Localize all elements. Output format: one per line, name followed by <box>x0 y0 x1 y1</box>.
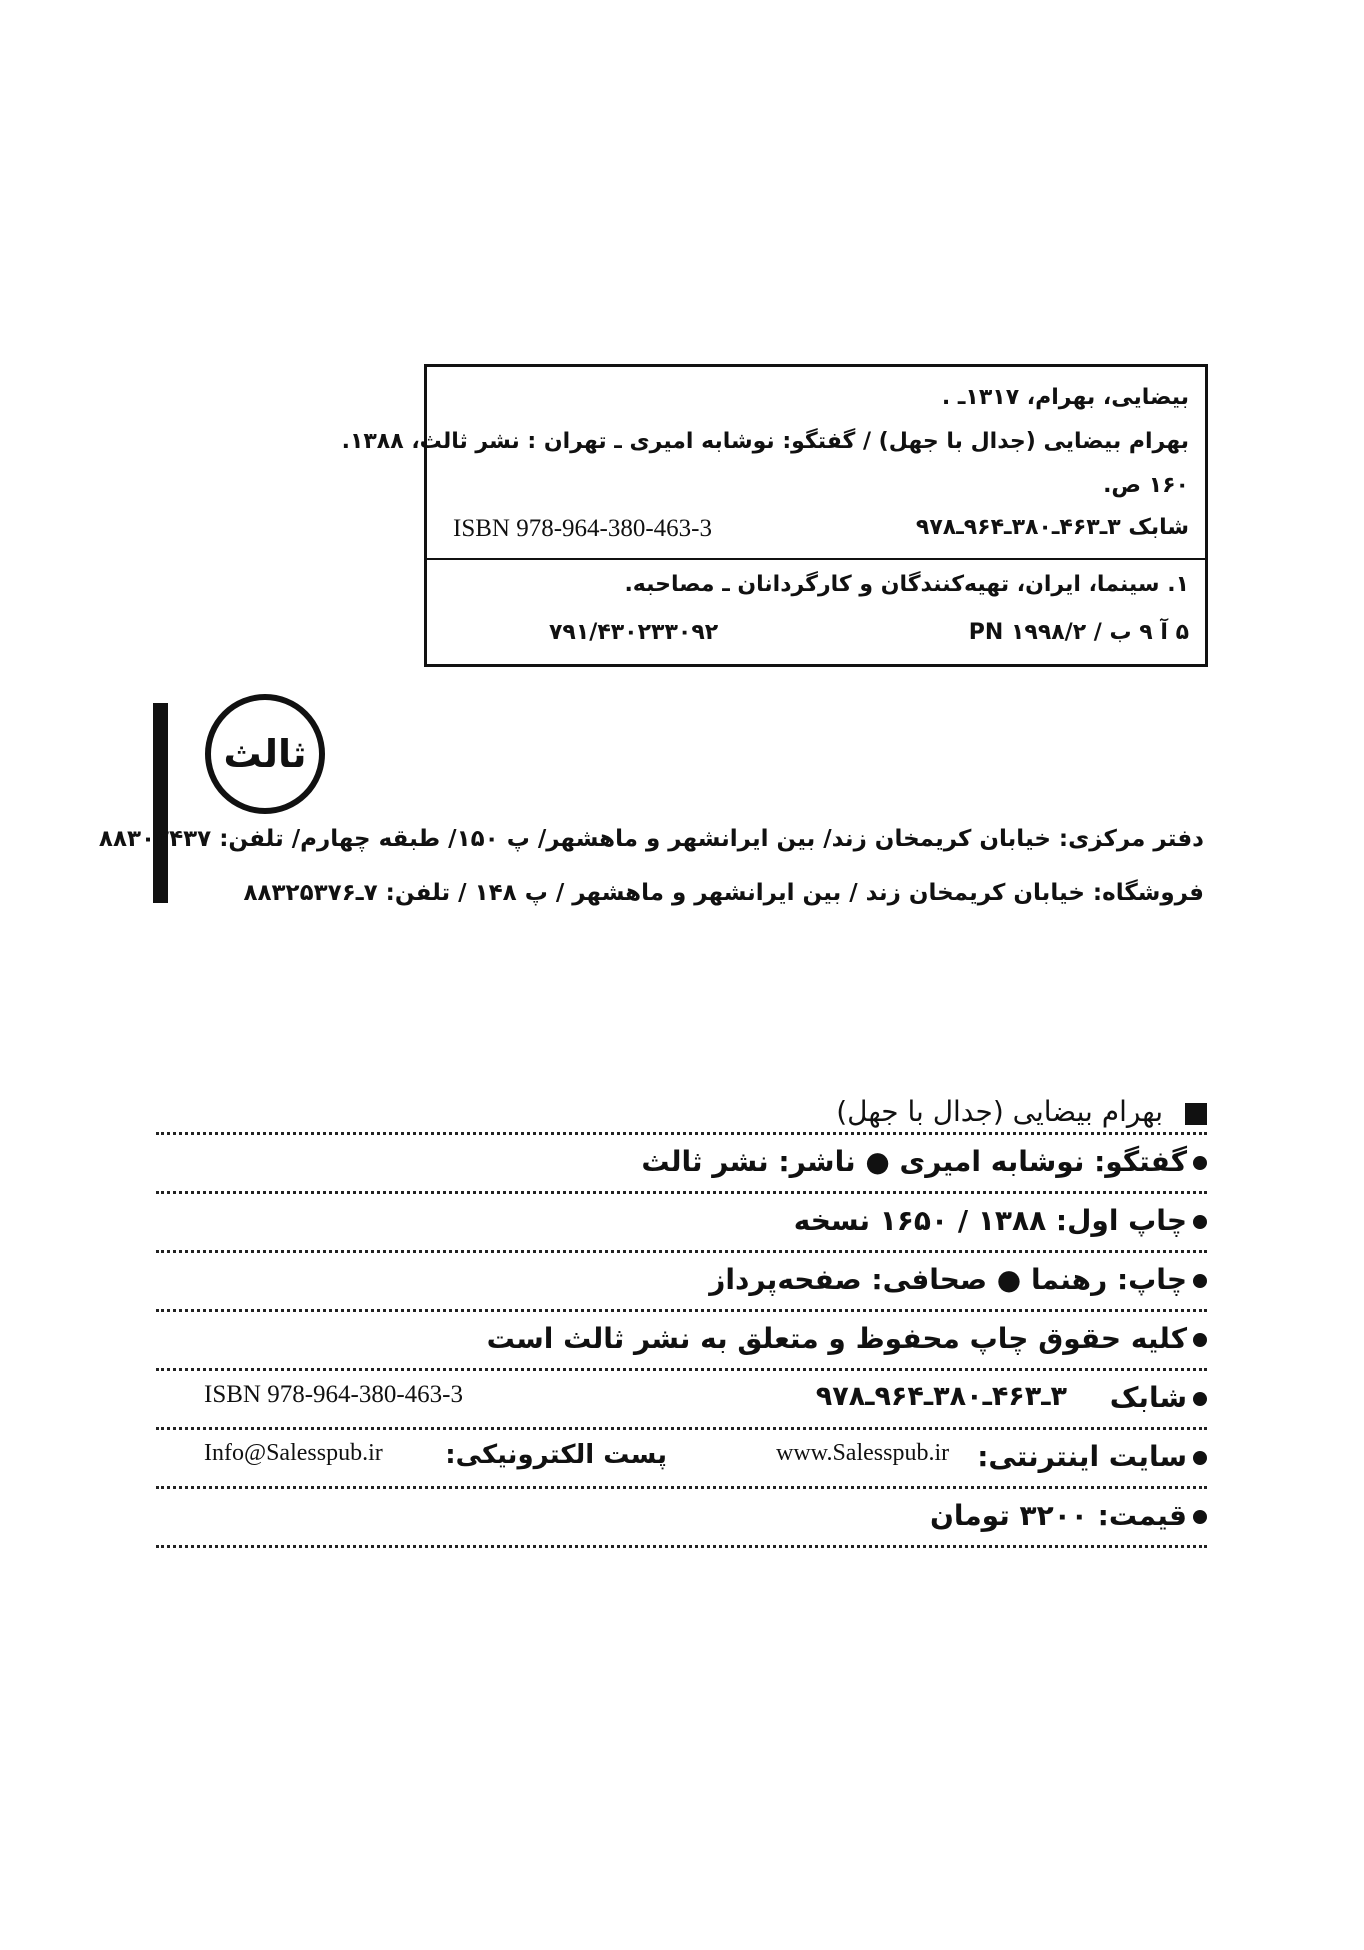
colophon-isbn-latin: ISBN 978-964-380-463-3 <box>204 1381 464 1408</box>
cip-ddc-class: ۷۹۱/۴۳۰۲۳۳۰۹۲ <box>549 620 719 645</box>
colophon-print <box>709 1263 1207 1296</box>
colophon-edition-row <box>156 1196 1207 1255</box>
bullet-icon <box>1193 1215 1207 1229</box>
cip-isbn-latin: ISBN 978-964-380-463-3 <box>453 515 713 542</box>
publisher-logo-text: ثالث <box>223 732 307 776</box>
colophon-interview <box>641 1145 1207 1178</box>
dotted-rule <box>156 1545 1207 1548</box>
colophon-isbn-label-text: شابک <box>1109 1381 1187 1414</box>
dotted-rule <box>156 1250 1207 1253</box>
cip-classification-section <box>427 560 1205 664</box>
dotted-rule <box>156 1486 1207 1489</box>
publisher-logo <box>205 694 325 814</box>
cip-main-section <box>341 367 1205 558</box>
side-bar-rule <box>153 703 168 903</box>
cip-isbn-persian: شابک ۳ـ۴۶۳ـ۳۸۰ـ۹۶۴ـ۹۷۸ <box>915 515 1189 540</box>
colophon-contact-row <box>156 1432 1207 1491</box>
colophon-rights-text: کلیه حقوق چاپ محفوظ و متعلق به نشر ثالث است <box>486 1322 1187 1355</box>
colophon-edition-text: چاپ اول: ۱۳۸۸ / ۱۶۵۰ نسخه <box>793 1204 1187 1237</box>
cip-title-line: بهرام بیضایی (جدال با جهل) / گفتگو: نوشابه امیری ـ تهران : نشر ثالث، ۱۳۸۸. <box>341 429 1189 454</box>
colophon-rights <box>487 1322 1207 1355</box>
colophon <box>156 1085 1207 1550</box>
website-link[interactable]: www.Salesspub.ir <box>776 1440 950 1466</box>
colophon-price-text: قیمت: ۳۲۰۰ تومان <box>929 1499 1187 1532</box>
colophon-interview-text: گفتگو: نوشابه امیری ● ناشر: نشر ثالث <box>641 1145 1187 1178</box>
colophon-interview-row <box>156 1137 1207 1196</box>
colophon-price-row <box>156 1491 1207 1550</box>
colophon-edition <box>794 1204 1207 1237</box>
dotted-rule <box>156 1132 1207 1135</box>
dotted-rule <box>156 1368 1207 1371</box>
colophon-site-label <box>977 1440 1207 1473</box>
dotted-rule <box>156 1427 1207 1430</box>
colophon-isbn-row <box>156 1373 1207 1432</box>
bullet-icon <box>1193 1451 1207 1465</box>
dotted-rule <box>156 1191 1207 1194</box>
bullet-icon <box>1193 1510 1207 1524</box>
bullet-icon <box>1193 1274 1207 1288</box>
bullet-icon <box>1193 1392 1207 1406</box>
email-link[interactable]: Info@Salesspub.ir <box>204 1440 383 1466</box>
colophon-title: بهرام بیضایی (جدال با جهل) <box>836 1095 1163 1128</box>
dotted-rule <box>156 1309 1207 1312</box>
colophon-email-label: پست الکترونیکی: <box>445 1440 667 1470</box>
cip-subject-line: ۱. سینما، ایران، تهیه‌کنندگان و کارگردانان ـ مصاحبه. <box>624 572 1189 597</box>
colophon-print-row <box>156 1255 1207 1314</box>
bullet-icon <box>1193 1156 1207 1170</box>
colophon-print-text: چاپ: رهنما ● صحافی: صفحه‌پرداز <box>709 1263 1187 1296</box>
office-address: دفتر مرکزی: خیابان کریمخان زند/ بین ایرانشهر و ماهشهر/ پ ۱۵۰/ طبقه چهارم/ تلفن: ۸۸۳۰۲۴۳۷ <box>98 826 1204 852</box>
colophon-isbn-persian: ۳ـ۴۶۳ـ۳۸۰ـ۹۶۴ـ۹۷۸ <box>815 1381 1067 1412</box>
cip-lc-class: ۵ آ ۹ ب / PN ۱۹۹۸/۲ <box>968 620 1189 645</box>
cip-record-box <box>341 364 1208 667</box>
cip-pages-line: ۱۶۰ ص. <box>1103 473 1189 498</box>
colophon-rights-row <box>156 1314 1207 1373</box>
colophon-price <box>930 1499 1207 1532</box>
colophon-title-row <box>156 1085 1207 1137</box>
colophon-site-label-text: سایت اینترنتی: <box>977 1440 1187 1473</box>
square-bullet-icon <box>1185 1103 1207 1125</box>
bullet-icon <box>1193 1333 1207 1347</box>
cip-author-line: بیضایی، بهرام، ۱۳۱۷ـ . <box>941 385 1189 410</box>
shop-address: فروشگاه: خیابان کریمخان زند / بین ایرانشهر و ماهشهر / پ ۱۴۸ / تلفن: ۷ـ۸۸۳۲۵۳۷۶ <box>243 880 1204 906</box>
colophon-isbn-label <box>1110 1381 1207 1414</box>
